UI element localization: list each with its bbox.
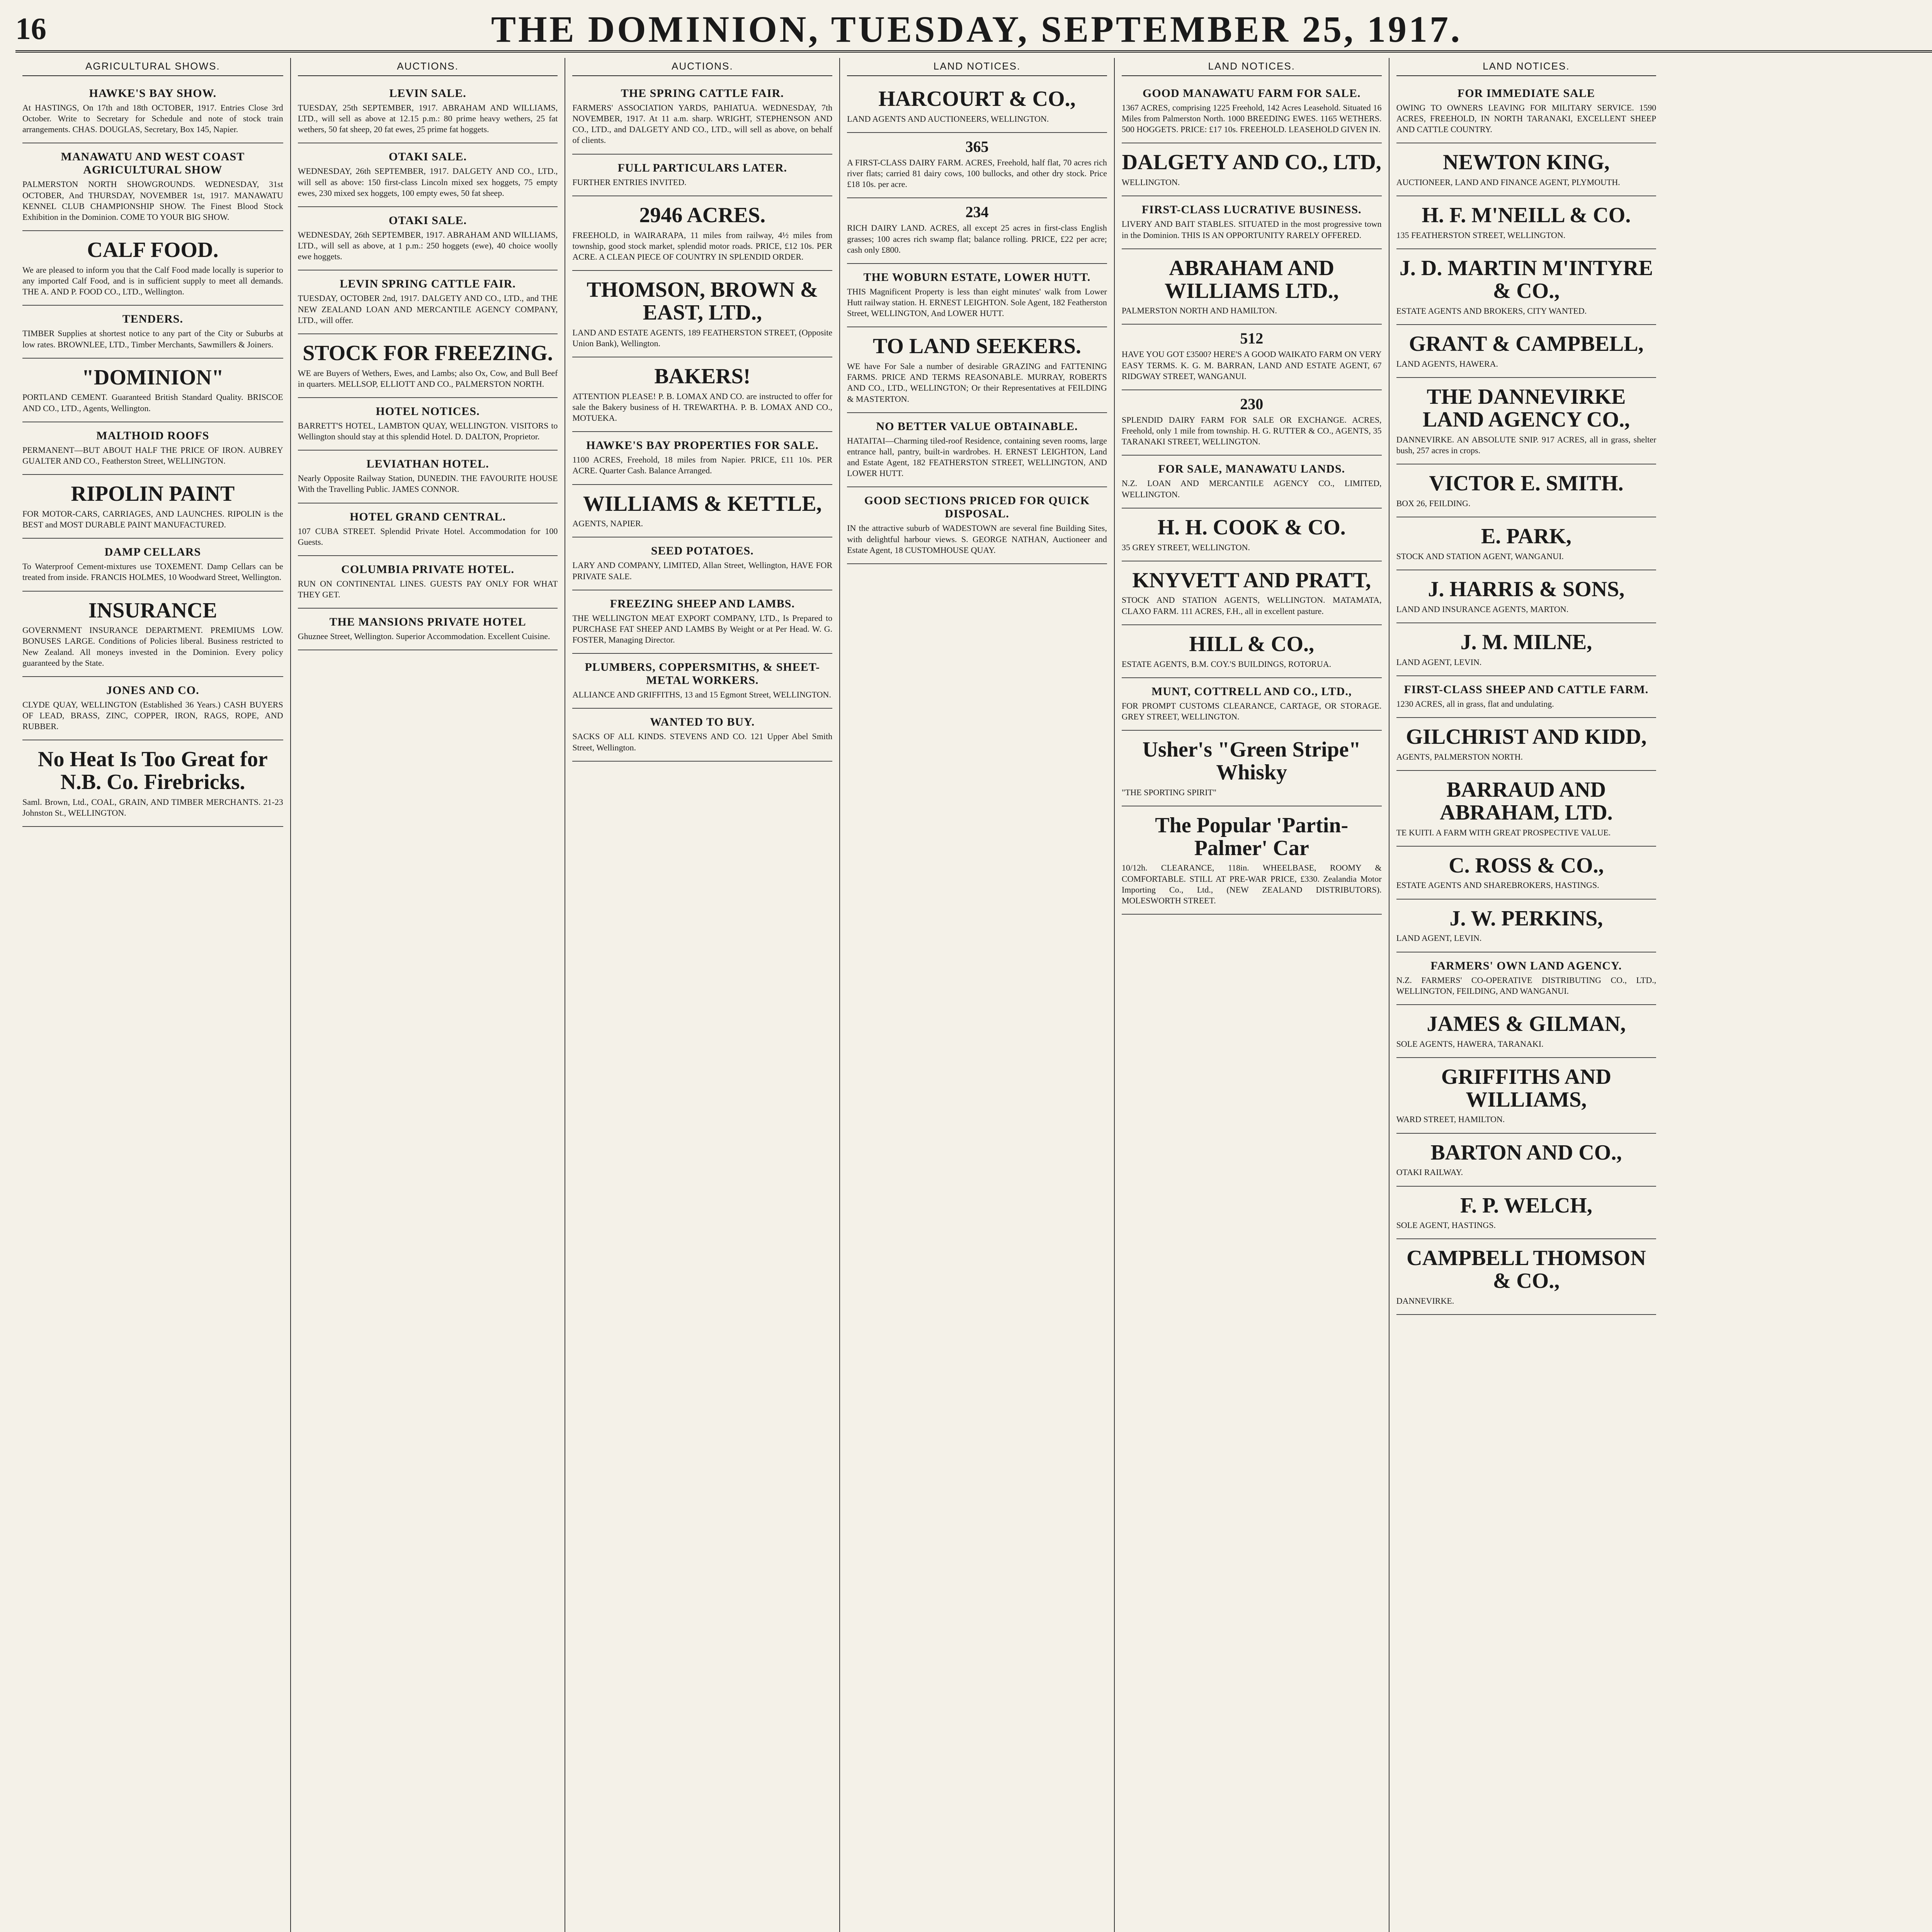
page-number: 16: [15, 12, 46, 46]
ad-heading: FIRST-CLASS SHEEP AND CATTLE FARM.: [1404, 683, 1649, 696]
ad-body-text: RICH DAIRY LAND. ACRES, all except 25 acres in first-class English grasses; 100 acres rich swamp flat; balance rolling. PRICE, £22 per acre; cash only £800.: [847, 223, 1107, 255]
ad-body-text: TIMBER Supplies at shortest notice to any part of the City or Suburbs at low rates. BROWNLEE, LTD., Timber Merchants, Sawmillers & Joiners.: [22, 328, 283, 349]
ad-display-heading: GRANT & CAMPBELL,: [1409, 332, 1644, 356]
advertisement: [1396, 623, 1656, 676]
ad-heading: NO BETTER VALUE OBTAINABLE.: [876, 420, 1078, 433]
ad-body-text: LAND AGENTS AND AUCTIONEERS, WELLINGTON.: [847, 114, 1049, 124]
ad-body-text: SOLE AGENT, HASTINGS.: [1396, 1220, 1496, 1230]
ad-display-heading: DALGETY AND CO., LTD,: [1122, 150, 1381, 175]
ad-body-text: To Waterproof Cement-mixtures use TOXEMENT. Damp Cellars can be treated from inside. FRANCIS HOLMES, 10 Woodward Street, Wellington.: [22, 561, 283, 582]
ad-heading: FULL PARTICULARS LATER.: [617, 161, 787, 174]
advertisement: [1396, 378, 1656, 464]
advertisement: [572, 709, 832, 761]
ad-acreage: 512: [1240, 330, 1264, 347]
ad-body-text: LIVERY AND BAIT STABLES. SITUATED in the most progressive town in the Dominion. THIS IS AN OPPORTUNITY RARELY OFFERED.: [1121, 219, 1382, 240]
ad-heading: WANTED TO BUY.: [650, 716, 755, 729]
ad-body-text: 35 GREY STREET, WELLINGTON.: [1121, 542, 1250, 552]
ad-heading: OTAKI SALE.: [388, 150, 467, 163]
ad-heading: HAWKE'S BAY PROPERTIES FOR SALE.: [586, 439, 819, 452]
advertisement: [22, 80, 283, 143]
ad-display-heading: HILL & CO.,: [1189, 632, 1315, 656]
advertisement: [1396, 325, 1656, 378]
advertisement: [1396, 1058, 1656, 1134]
ad-display-heading: H. F. M'NEILL & CO.: [1422, 203, 1631, 228]
advertisement: [298, 143, 558, 207]
advertisement: [1122, 325, 1382, 390]
ad-heading: OTAKI SALE.: [388, 214, 467, 227]
ad-body-text: FOR PROMPT CUSTOMS CLEARANCE, CARTAGE, OR STORAGE. GREY STREET, WELLINGTON.: [1121, 701, 1382, 721]
column-heading: LAND NOTICES.: [847, 58, 1107, 76]
ad-heading: LEVIATHAN HOTEL.: [366, 457, 489, 471]
advertisement: [1396, 952, 1656, 1005]
ad-display-heading: RIPOLIN PAINT: [71, 482, 235, 506]
ad-display-heading: BARRAUD AND ABRAHAM, LTD.: [1440, 777, 1613, 825]
ad-heading: FARMERS' OWN LAND AGENCY.: [1430, 959, 1622, 972]
ad-display-heading: F. P. WELCH,: [1460, 1193, 1592, 1218]
ad-display-heading: JAMES & GILMAN,: [1427, 1012, 1626, 1036]
ad-display-heading: C. ROSS & CO.,: [1449, 853, 1604, 878]
advertisement: [572, 196, 832, 271]
ad-body-text: FURTHER ENTRIES INVITED.: [572, 177, 687, 187]
advertisement: [22, 143, 283, 231]
advertisement: [298, 334, 558, 398]
advertisement: [22, 422, 283, 475]
ad-body-text: SPLENDID DAIRY FARM FOR SALE OR EXCHANGE. ACRES, Freehold, only 1 mile from township. H. G. RUTTER & CO., AGENTS, 35 TARANAKI STREET, WELLINGTON.: [1121, 415, 1382, 447]
ad-display-heading: GRIFFITHS AND WILLIAMS,: [1441, 1065, 1612, 1112]
ad-body-text: LAND AND ESTATE AGENTS, 189 FEATHERSTON STREET, (Opposite Union Bank), Wellington.: [572, 327, 833, 348]
ad-body-text: CLYDE QUAY, WELLINGTON (Established 36 Years.) CASH BUYERS OF LEAD, BRASS, ZINC, COPPER, IRON, RAGS, ROPE, AND RUBBER.: [22, 699, 283, 731]
ad-body-text: LARY AND COMPANY, LIMITED, Allan Street, Wellington, HAVE FOR PRIVATE SALE.: [572, 560, 833, 581]
ad-body-text: DANNEVIRKE. AN ABSOLUTE SNIP. 917 ACRES, all in grass, shelter bush, 257 acres in crops.: [1396, 434, 1656, 455]
ad-heading: THE SPRING CATTLE FAIR.: [621, 87, 784, 100]
advertisement: [1396, 900, 1656, 952]
ad-display-heading: NEWTON KING,: [1443, 150, 1610, 175]
column-heading: AUCTIONS.: [572, 58, 832, 76]
advertisement: [298, 451, 558, 503]
ad-body-text: FOR MOTOR-CARS, CARRIAGES, AND LAUNCHES. RIPOLIN is the BEST and MOST DURABLE PAINT MANUFACTURED.: [22, 509, 283, 530]
column-4: [839, 58, 1114, 1932]
ad-body-text: ESTATE AGENTS AND SHAREBROKERS, HASTINGS.: [1396, 880, 1599, 890]
ad-body-text: RUN ON CONTINENTAL LINES. GUESTS PAY ONLY FOR WHAT THEY GET.: [298, 578, 558, 600]
ad-body-text: Saml. Brown, Ltd., COAL, GRAIN, AND TIMBER MERCHANTS. 21-23 Johnston St., WELLINGTON.: [22, 797, 283, 818]
advertisement: [1122, 143, 1382, 196]
ad-display-heading: BAKERS!: [654, 364, 751, 388]
ad-body-text: 135 FEATHERSTON STREET, WELLINGTON.: [1396, 230, 1566, 240]
advertisement: [572, 357, 832, 432]
column-heading: AGRICULTURAL SHOWS.: [22, 58, 283, 76]
newspaper-title: THE DOMINION, TUESDAY, SEPTEMBER 25, 1917.: [491, 8, 1462, 50]
advertisement: [572, 654, 832, 709]
advertisement: [298, 398, 558, 451]
ad-body-text: Nearly Opposite Railway Station, DUNEDIN. THE FAVOURITE HOUSE With the Travelling Public. JAMES CONNOR.: [298, 473, 558, 494]
advertisement: [572, 537, 832, 590]
ad-body-text: WEDNESDAY, 26th SEPTEMBER, 1917. DALGETY AND CO., LTD., will sell as above: 150 first-class Lincoln mixed sex hoggets, 75 empty ewes, 230 mixed sex hoggets, 100 empty ewes, 50 fat sheep.: [298, 166, 558, 198]
advertisement: [1122, 806, 1382, 915]
ad-body-text: WELLINGTON.: [1121, 177, 1180, 187]
ad-body-text: OWING TO OWNERS LEAVING FOR MILITARY SERVICE. 1590 ACRES, FREEHOLD, IN NORTH TARANAKI, EXCELLENT SHEEP AND CATTLE COUNTRY.: [1396, 103, 1656, 134]
ad-body-text: PALMERSTON NORTH SHOWGROUNDS. WEDNESDAY, 31st OCTOBER, And THURSDAY, NOVEMBER 1st, 1917. MANAWATU KENNEL CLUB CHAMPIONSHIP SHOW. The Finest Blood Stock Exhibition in the Dominion. COME TO YOUR BIG SHOW.: [22, 179, 283, 222]
ad-body-text: LAND AGENTS, HAWERA.: [1396, 359, 1498, 369]
ad-body-text: TUESDAY, OCTOBER 2nd, 1917. DALGETY AND CO., LTD., and THE NEW ZEALAND LOAN AND MERCANTILE AGENCY COMPANY, LTD., will offer.: [298, 293, 558, 325]
ad-body-text: SACKS OF ALL KINDS. STEVENS AND CO. 121 Upper Abel Smith Street, Wellington.: [572, 731, 833, 752]
ad-body-text: IN the attractive suburb of WADESTOWN are several fine Building Sites, with delightful harbour views. S. GEORGE NATHAN, Auctioneer and Estate Agent, 18 CUSTOMHOUSE QUAY.: [847, 523, 1107, 555]
ad-heading: MALTHOID ROOFS: [96, 429, 209, 442]
ad-body-text: 1230 ACRES, all in grass, flat and undulating.: [1396, 699, 1554, 709]
advertisement: [847, 413, 1107, 488]
ad-body-text: Ghuznee Street, Wellington. Superior Accommodation. Excellent Cuisine.: [298, 631, 550, 641]
advertisement: [1396, 570, 1656, 623]
advertisement: [1396, 718, 1656, 771]
column-5: [1114, 58, 1389, 1932]
ad-display-heading: VICTOR E. SMITH.: [1429, 471, 1624, 495]
advertisement: [22, 740, 283, 827]
ad-display-heading: WILLIAMS & KETTLE,: [583, 492, 822, 516]
ad-display-heading: J. D. MARTIN M'INTYRE & CO.,: [1399, 256, 1653, 303]
advertisement: [1396, 1005, 1656, 1058]
column-heading: LAND NOTICES.: [1396, 58, 1656, 76]
ad-heading: LEVIN SPRING CATTLE FAIR.: [340, 277, 516, 291]
ad-display-heading: J. M. MILNE,: [1460, 630, 1592, 654]
ad-display-heading: HARCOURT & CO.,: [878, 87, 1076, 111]
advertisement: [22, 306, 283, 358]
advertisement: [1396, 847, 1656, 900]
ad-body-text: WEDNESDAY, 26th SEPTEMBER, 1917. ABRAHAM AND WILLIAMS, LTD., will sell as above, at 1 p.m.: 250 hoggets (ewe), 40 choice woolly ewe hoggets.: [298, 230, 558, 262]
ad-display-heading: KNYVETT AND PRATT,: [1132, 568, 1371, 592]
ad-display-heading: TO LAND SEEKERS.: [873, 334, 1081, 359]
column-6: [1389, 58, 1663, 1932]
ad-body-text: OTAKI RAILWAY.: [1396, 1167, 1463, 1177]
ad-display-heading: Usher's "Green Stripe" Whisky: [1142, 738, 1361, 784]
ad-body-text: ESTATE AGENTS, B.M. COY.'S BUILDINGS, ROTORUA.: [1121, 659, 1332, 669]
advertisement: [847, 487, 1107, 564]
advertisement: [1396, 80, 1656, 143]
ad-heading: DAMP CELLARS: [104, 546, 201, 559]
ad-body-text: 107 CUBA STREET. Splendid Private Hotel. Accommodation for 100 Guests.: [298, 526, 558, 547]
ad-body-text: PORTLAND CEMENT. Guaranteed British Standard Quality. BRISCOE AND CO., LTD., Agents, Wellington.: [22, 392, 283, 413]
ad-display-heading: INSURANCE: [88, 598, 217, 622]
ad-body-text: WE are Buyers of Wethers, Ewes, and Lambs; also Ox, Cow, and Bull Beef in quarters. MELLSOP, ELLIOTT AND CO., PALMERSTON NORTH.: [298, 368, 558, 389]
column-heading: LAND NOTICES.: [1122, 58, 1382, 76]
advertisement: [847, 80, 1107, 133]
advertisement: [572, 271, 832, 357]
ad-body-text: A FIRST-CLASS DAIRY FARM. ACRES, Freehold, half flat, 70 acres rich river flats; carried 81 dairy cows, 100 bullocks, and other dry stock. Price £18 10s. per acre.: [847, 157, 1107, 189]
ad-body-text: ATTENTION PLEASE! P. B. LOMAX AND CO. are instructed to offer for sale the Bakery business of H. TREWARTHA. P. B. LOMAX AND CO., MOTUEKA.: [572, 391, 833, 423]
ad-acreage: 230: [1240, 395, 1264, 413]
advertisement: [1396, 196, 1656, 249]
advertisement: [572, 155, 832, 196]
ad-heading: FOR SALE, MANAWATU LANDS.: [1158, 463, 1345, 476]
ad-display-heading: ABRAHAM AND WILLIAMS LTD.,: [1164, 256, 1339, 303]
advertisement: [298, 207, 558, 270]
ad-body-text: At HASTINGS, On 17th and 18th OCTOBER, 1917. Entries Close 3rd October. Write to Secretary for Schedule and note of stock train arrangements. CHAS. DOUGLAS, Secretary, Box 145, Napier.: [22, 103, 283, 134]
advertisement: [572, 590, 832, 654]
columns-container: [15, 58, 1932, 1932]
advertisement: [22, 592, 283, 677]
advertisement: [572, 485, 832, 538]
ad-display-heading: THOMSON, BROWN & EAST, LTD.,: [587, 278, 818, 325]
ad-display-heading: STOCK FOR FREEZING.: [303, 341, 553, 365]
ad-heading: COLUMBIA PRIVATE HOTEL.: [341, 563, 514, 576]
ad-body-text: THE WELLINGTON MEAT EXPORT COMPANY, LTD., Is Prepared to PURCHASE FAT SHEEP AND LAMBS By Weight or at Per Head. W. G. FOSTER, Managing Director.: [572, 613, 833, 645]
ad-body-text: THIS Magnificent Property is less than eight minutes' walk from Lower Hutt railway station. H. ERNEST LEIGHTON. Sole Agent, 182 Featherston Street, WELLINGTON, And LOWER HUTT.: [847, 286, 1107, 318]
ad-acreage: 365: [965, 138, 989, 155]
column-3: [565, 58, 839, 1932]
ad-heading: SEED POTATOES.: [651, 544, 754, 558]
advertisement: [1396, 464, 1656, 517]
ad-display-heading: THE DANNEVIRKE LAND AGENCY CO.,: [1422, 385, 1630, 432]
advertisement: [1122, 678, 1382, 731]
column-2: [290, 58, 565, 1932]
advertisement: [1122, 249, 1382, 325]
advertisement: [1396, 517, 1656, 570]
ad-heading: GOOD SECTIONS PRICED FOR QUICK DISPOSAL.: [864, 494, 1090, 520]
ad-body-text: STOCK AND STATION AGENT, WANGANUI.: [1396, 551, 1564, 561]
ad-body-text: "THE SPORTING SPIRIT": [1121, 787, 1217, 797]
advertisement: [22, 475, 283, 539]
ad-body-text: N.Z. LOAN AND MERCANTILE AGENCY CO., LIMITED, WELLINGTON.: [1121, 478, 1382, 499]
ad-body-text: HAVE YOU GOT £3500? HERE'S A GOOD WAIKATO FARM ON VERY EASY TERMS. K. G. M. BARRAN, LAND AND ESTATE AGENT, 67 RIDGWAY STREET, WANGANUI.: [1121, 349, 1382, 381]
ad-body-text: STOCK AND STATION AGENTS, WELLINGTON. MATAMATA, CLAXO FARM. 111 ACRES, F.H., all in excellent pasture.: [1121, 595, 1382, 616]
advertisement: [1122, 196, 1382, 249]
ad-display-heading: H. H. COOK & CO.: [1157, 515, 1346, 539]
advertisement: [1396, 771, 1656, 847]
ad-body-text: LAND AND INSURANCE AGENTS, MARTON.: [1396, 604, 1569, 614]
ad-body-text: 1367 ACRES, comprising 1225 Freehold, 142 Acres Leasehold. Situated 16 Miles from Palmerston North. 1000 BREEDING EWES. 1165 WETHERS. 500 HOGGETS. PRICE: £17 10s. FREEHOLD. LEASEHOLD GIVEN IN.: [1121, 103, 1382, 134]
ad-body-text: ALLIANCE AND GRIFFITHS, 13 and 15 Egmont Street, WELLINGTON.: [572, 690, 831, 700]
advertisement: [847, 198, 1107, 264]
ad-body-text: AGENTS, NAPIER.: [572, 519, 643, 529]
ad-heading: HOTEL NOTICES.: [376, 405, 480, 418]
ad-display-heading: No Heat Is Too Great for N.B. Co. Firebricks.: [38, 747, 268, 794]
ad-heading: THE MANSIONS PRIVATE HOTEL: [329, 616, 526, 629]
advertisement: [298, 80, 558, 143]
advertisement: [22, 677, 283, 740]
ad-body-text: N.Z. FARMERS' CO-OPERATIVE DISTRIBUTING CO., LTD., WELLINGTON, FEILDING, AND WANGANUI.: [1396, 975, 1656, 996]
ad-heading: HAWKE'S BAY SHOW.: [89, 87, 217, 100]
ad-heading: PLUMBERS, COPPERSMITHS, & SHEET-METAL WORKERS.: [585, 661, 820, 687]
ad-acreage: 234: [965, 203, 989, 221]
advertisement: [847, 327, 1107, 413]
advertisement: [1122, 561, 1382, 625]
ad-heading: FIRST-CLASS LUCRATIVE BUSINESS.: [1141, 203, 1362, 216]
ad-body-text: AUCTIONEER, LAND AND FINANCE AGENT, PLYMOUTH.: [1396, 177, 1620, 187]
advertisement: [298, 503, 558, 556]
ad-body-text: DANNEVIRKE.: [1396, 1296, 1454, 1306]
ad-body-text: We are pleased to inform you that the Calf Food made locally is superior to any imported Calf Food, and is in sufficient supply to meet all demands. THE A. AND P. FOOD CO., LTD., Wellington.: [22, 265, 283, 297]
ad-body-text: FREEHOLD, in WAIRARAPA, 11 miles from railway, 4½ miles from township, good stock market, splendid motor roads. PRICE, £12 10s. PER ACRE. A CLEAN PIECE OF COUNTRY IN SPLENDID ORDER.: [572, 230, 833, 262]
ad-body-text: PALMERSTON NORTH AND HAMILTON.: [1121, 306, 1277, 316]
advertisement: [298, 270, 558, 334]
ad-body-text: HATAITAI—Charming tiled-roof Residence, containing seven rooms, large entrance hall, pantry, built-in wardrobes. H. ERNEST LEIGHTON, Land and Estate Agent, 182 FEATHERSTON STREET, WELLINGTON, AND LOWER HUTT.: [847, 435, 1107, 478]
column-heading: AUCTIONS.: [298, 58, 558, 76]
ad-display-heading: BARTON AND CO.,: [1430, 1140, 1622, 1165]
ad-display-heading: The Popular 'Partin-Palmer' Car: [1155, 813, 1349, 860]
ad-heading: GOOD MANAWATU FARM FOR SALE.: [1143, 87, 1361, 100]
ad-display-heading: CALF FOOD.: [87, 238, 219, 262]
ad-display-heading: "DOMINION": [82, 365, 224, 389]
ad-display-heading: GILCHRIST AND KIDD,: [1406, 724, 1647, 749]
ad-body-text: WARD STREET, HAMILTON.: [1396, 1114, 1505, 1124]
ad-display-heading: 2946 ACRES.: [639, 203, 766, 227]
ad-heading: MUNT, COTTRELL AND CO., LTD.,: [1151, 685, 1352, 698]
advertisement: [1122, 390, 1382, 456]
ad-heading: TENDERS.: [122, 313, 183, 326]
advertisement: [22, 359, 283, 422]
ad-body-text: 1100 ACRES, Freehold, 18 miles from Napier. PRICE, £11 10s. PER ACRE. Quarter Cash. Balance Arranged.: [572, 455, 833, 476]
ad-display-heading: E. PARK,: [1481, 524, 1571, 548]
advertisement: [847, 264, 1107, 327]
ad-body-text: BOX 26, FEILDING.: [1396, 498, 1471, 508]
masthead: [15, 8, 1932, 53]
ad-body-text: AGENTS, PALMERSTON NORTH.: [1396, 752, 1523, 762]
advertisement: [1122, 509, 1382, 561]
advertisement: [22, 231, 283, 306]
ad-heading: LEVIN SALE.: [389, 87, 466, 100]
advertisement: [572, 432, 832, 485]
advertisement: [572, 80, 832, 155]
advertisement: [1122, 80, 1382, 143]
ad-body-text: BARRETT'S HOTEL, LAMBTON QUAY, WELLINGTON. VISITORS to Wellington should stay at this splendid Hotel. D. DALTON, Proprietor.: [298, 420, 558, 442]
ad-body-text: SOLE AGENTS, HAWERA, TARANAKI.: [1396, 1039, 1544, 1049]
ad-heading: MANAWATU AND WEST COAST AGRICULTURAL SHOW: [61, 150, 245, 177]
advertisement: [1396, 676, 1656, 718]
ad-body-text: ESTATE AGENTS AND BROKERS, CITY WANTED.: [1396, 306, 1587, 316]
advertisement: [1396, 1187, 1656, 1240]
advertisement: [1396, 1239, 1656, 1315]
ad-body-text: GOVERNMENT INSURANCE DEPARTMENT. PREMIUMS LOW. BONUSES LARGE. Conditions of Policies liberal. Business restricted to New Zealand. All moneys invested in the Dominion. Every policy guaranteed by the State.: [22, 625, 283, 668]
advertisement: [1122, 456, 1382, 508]
advertisement: [1396, 249, 1656, 325]
ad-heading: JONES AND CO.: [106, 684, 199, 697]
ad-body-text: FARMERS' ASSOCIATION YARDS, PAHIATUA. WEDNESDAY, 7th NOVEMBER, 1917. At 11 a.m. sharp. WRIGHT, STEPHENSON AND CO., LTD., and DALGETY AND CO., LTD., will sell as above, on behalf of clients.: [572, 103, 833, 145]
ad-display-heading: J. HARRIS & SONS,: [1428, 577, 1625, 601]
ad-heading: FOR IMMEDIATE SALE: [1458, 87, 1595, 100]
ad-body-text: LAND AGENT, LEVIN.: [1396, 933, 1482, 943]
advertisement: [1122, 731, 1382, 806]
ad-display-heading: CAMPBELL THOMSON & CO.,: [1406, 1246, 1646, 1293]
ad-heading: THE WOBURN ESTATE, LOWER HUTT.: [863, 270, 1091, 284]
advertisement: [1396, 143, 1656, 196]
ad-body-text: LAND AGENT, LEVIN.: [1396, 657, 1482, 667]
advertisement: [1396, 1134, 1656, 1187]
ad-body-text: TE KUITI. A FARM WITH GREAT PROSPECTIVE VALUE.: [1396, 827, 1611, 837]
advertisement: [847, 133, 1107, 198]
ad-body-text: TUESDAY, 25th SEPTEMBER, 1917. ABRAHAM AND WILLIAMS, LTD., will sell as above at 12.15 p.m.: 80 prime heavy wethers, 25 fat wethers, 50 fat sheep, 20 fat ewes, 25 prime fat hoggets.: [298, 103, 558, 134]
advertisement: [1122, 625, 1382, 678]
ad-display-heading: J. W. PERKINS,: [1449, 906, 1603, 930]
column-1: [15, 58, 290, 1932]
ad-body-text: 10/12h. CLEARANCE, 118in. WHEELBASE, ROOMY & COMFORTABLE. STILL AT PRE-WAR PRICE, £330. Zealandia Motor Importing Co., Ltd., (NEW ZEALAND DISTRIBUTORS). MOLESWORTH STREET.: [1121, 863, 1382, 905]
ad-heading: FREEZING SHEEP AND LAMBS.: [610, 597, 795, 610]
advertisement: [22, 539, 283, 591]
advertisement: [298, 609, 558, 650]
advertisement: [298, 556, 558, 609]
ad-body-text: WE have For Sale a number of desirable GRAZING and FATTENING FARMS. PRICE AND TERMS REASONABLE. MURRAY, ROBERTS AND CO., LTD., WELLINGTON; Or their Representatives at FEILDING & MASTERTON.: [847, 361, 1107, 404]
ad-body-text: PERMANENT—BUT ABOUT HALF THE PRICE OF IRON. AUBREY GUALTER AND CO., Featherston Street, WELLINGTON.: [22, 445, 283, 466]
ad-heading: HOTEL GRAND CENTRAL.: [349, 510, 506, 523]
